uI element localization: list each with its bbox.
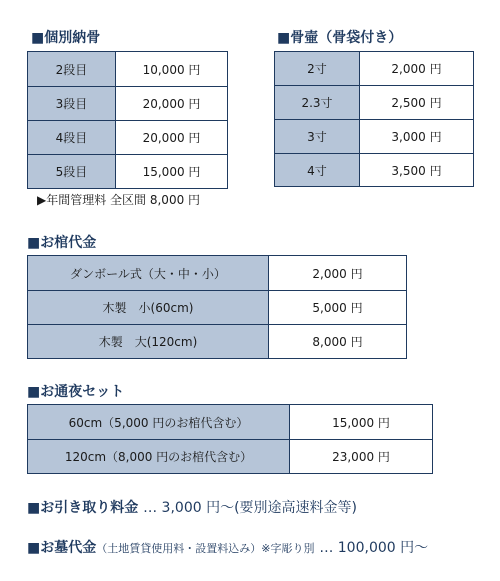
row-price: 15,000 円 (290, 405, 433, 440)
hitsugi-table (27, 255, 407, 359)
hitsugi-heading: ■お棺代金 (27, 235, 97, 251)
row-price: 20,000 円 (116, 87, 228, 121)
row-label: 木製 大(120cm) (28, 325, 269, 359)
row-price: 15,000 円 (116, 155, 228, 189)
bohi-note: （土地賃貸使用料・設置料込み）※字彫り別 (96, 542, 315, 555)
row-label: 4段目 (28, 121, 116, 155)
table-row (275, 52, 474, 86)
row-label: 木製 小(60cm) (28, 291, 269, 325)
hikitori-price: … 3,000 円〜(要別途高速料金等) (143, 500, 358, 516)
tsuya-table (27, 404, 433, 474)
table-row (28, 87, 228, 121)
hikitori-line (27, 497, 357, 517)
row-price: 23,000 円 (290, 440, 433, 474)
table-row (28, 121, 228, 155)
bohi-price: … 100,000 円〜 (319, 540, 429, 556)
noukotsu-table (27, 51, 228, 189)
row-price: 3,000 円 (360, 120, 474, 154)
row-label: ダンボール式（大・中・小） (28, 256, 269, 291)
row-label: 3段目 (28, 87, 116, 121)
row-price: 2,000 円 (269, 256, 407, 291)
row-label: 2寸 (275, 52, 360, 86)
bohi-heading: ■お墓代金 (27, 540, 97, 556)
tsuya-heading: ■お通夜セット (27, 384, 125, 400)
row-label: 5段目 (28, 155, 116, 189)
row-label: 3寸 (275, 120, 360, 154)
row-price: 3,500 円 (360, 154, 474, 187)
table-row (275, 154, 474, 187)
row-price: 20,000 円 (116, 121, 228, 155)
table-row (28, 405, 433, 440)
row-label: 2段目 (28, 52, 116, 87)
table-row (28, 256, 407, 291)
management-fee-note: ▶年間管理料 全区間 8,000 円 (37, 193, 201, 207)
table-row (275, 86, 474, 120)
kotsutsubo-heading: ■骨壷（骨袋付き） (277, 30, 403, 46)
row-price: 10,000 円 (116, 52, 228, 87)
row-price: 8,000 円 (269, 325, 407, 359)
row-price: 2,500 円 (360, 86, 474, 120)
noukotsu-heading: ■個別納骨 (31, 30, 101, 46)
table-row (275, 120, 474, 154)
hikitori-heading: ■お引き取り料金 (27, 500, 139, 516)
table-row (28, 440, 433, 474)
kotsutsubo-table (274, 51, 474, 187)
bohi-line (27, 537, 428, 557)
row-label: 2.3寸 (275, 86, 360, 120)
table-row (28, 325, 407, 359)
row-price: 2,000 円 (360, 52, 474, 86)
table-row (28, 155, 228, 189)
row-label: 120cm（8,000 円のお棺代含む） (28, 440, 290, 474)
table-row (28, 291, 407, 325)
row-price: 5,000 円 (269, 291, 407, 325)
row-label: 4寸 (275, 154, 360, 187)
table-row (28, 52, 228, 87)
row-label: 60cm（5,000 円のお棺代含む） (28, 405, 290, 440)
